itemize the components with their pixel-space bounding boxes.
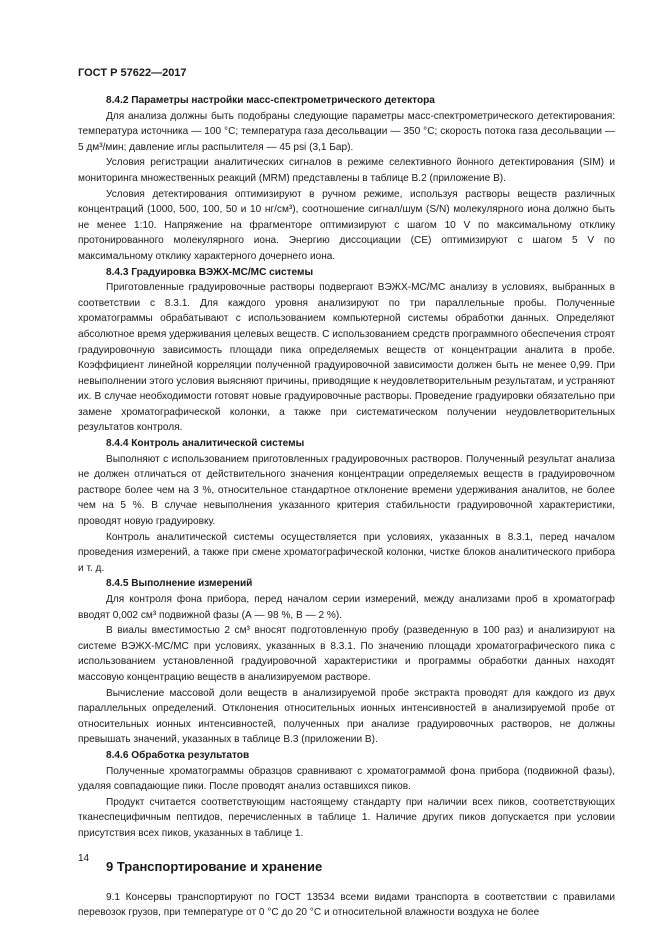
paragraph: Для анализа должны быть подобраны следующие параметры масс-спектрометрического детектирования: температура источника — 100 °С; температура газа десольвации — 350 °С; скорость потока газа десольвации — 5 дм³/мин; давление иглы распылителя — 45 psi (3,1 Бар).: [78, 110, 615, 153]
subsection-heading-8-4-4: 8.4.4 Контроль аналитической системы: [106, 438, 305, 450]
paragraph: Для контроля фона прибора, перед началом серии измерений, между анализами проб в хроматограф вводят 0,002 см³ подвижной фазы (А — 98 %, В — 2 %).: [78, 594, 615, 621]
subsection-heading-8-4-5: 8.4.5 Выполнение измерений: [106, 578, 253, 590]
paragraph: Выполняют с использованием приготовленных градуировочных растворов. Полученный результат анализа не должен отличаться от действительного значения концентрации определяемых веществ в градуировочном растворе более чем на 3 %, относительное стандартное отклонение времени удерживания аналитов, не более чем на 5 %. В случае невыполнения указанного критерия стабильности градуировочной характеристики, проводят новую градуировку.: [78, 453, 615, 528]
paragraph: Приготовленные градуировочные растворы подвергают ВЭЖХ-МС/МС анализу в условиях, выбранных в соответствии с 8.3.1. Для каждого уровня анализируют по три параллельные пробы. Полученные хроматограммы обрабатывают с использованием компьютерной системы обработки данных. Определяют абсолютное время удерживания целевых веществ. С использованием средств программного обеспечения строят градуировочную зависимость площади пика определяемых веществ от концентрации аналита в пробе. Коэффициент линейной корреляции полученной градуировочной зависимости должен быть не менее 0,99. При невыполнении этого условия выясняют причины, приводящие к неудовлетворительным результатам, и устраняют их. В случае необходимости готовят новые градуировочные растворы. Проведение градуировки обязательно при замене хроматографической колонки, а также при систематическом получении неудовлетворительных результатов контроля.: [78, 282, 615, 434]
paragraph: Условия регистрации аналитических сигналов в режиме селективного йонного детектирования (SIM) и мониторинга множественных реакций (MRM) представлены в таблице В.2 (приложение В).: [78, 157, 615, 184]
paragraph: Полученные хроматограммы образцов сравнивают с хроматограммой фона прибора (подвижной фазы), удаляя совпадающие пики. После проводят анализ оставшихся пиков.: [78, 765, 615, 793]
paragraph: Продукт считается соответствующим настоящему стандарту при наличии всех пиков, соответствующих тканеспецифичным пептидов, перечисленных в таблице 1. Наличие других пиков допускается при условии присутствия всех пиков, указанных в таблице 1.: [78, 796, 615, 839]
document-code: ГОСТ Р 57622—2017: [78, 67, 187, 79]
document-body: [78, 93, 615, 921]
subsection-heading-8-4-3: 8.4.3 Градуировка ВЭЖХ-МС/МС системы: [106, 266, 314, 278]
subsection-heading-8-4-6: 8.4.6 Обработка результатов: [106, 749, 250, 761]
page-number: 14: [78, 853, 90, 864]
section-heading-9: 9 Транспортирование и хранение: [106, 858, 323, 874]
paragraph: 9.1 Консервы транспортируют по ГОСТ 13534 всеми видами транспорта в соответствии с правилами перевозок грузов, при температуре от 0 °С до 20 °С и относительной влажности воздуха не более: [78, 891, 615, 919]
paragraph: Вычисление массовой доли веществ в анализируемой пробе экстракта проводят для каждого из двух параллельных определений. Отклонения относительных ионных интенсивностей в анализируемой пробе от относительных ионных интенсивностей, полученных при анализе градуировочных растворов, не должны превышать значений, указанных в таблице В.3 (приложении В).: [78, 687, 615, 746]
paragraph: Контроль аналитической системы осуществляется при условиях, указанных в 8.3.1, перед началом проведения измерений, а также при смене хроматографической колонки, чистке блоков аналитического прибора и т. д.: [78, 531, 615, 574]
paragraph: В виалы вместимостью 2 см³ вносят подготовленную пробу (разведенную в 100 раз) и анализируют на системе ВЭЖХ-МС/МС при условиях, указанных в 8.3.1. По значению площади хроматографического пика с использованием установленной градуировочной характеристики и программы обработки данных находят массовую концентрацию веществ в анализируемом растворе.: [78, 625, 615, 683]
paragraph: Условия детектирования оптимизируют в ручном режиме, используя растворы веществ различных концентраций (1000, 500, 100, 50 и 10 нг/см³), соотношение сигнал/шум (S/N) молекулярного иона должно быть не менее 1:10. Напряжение на фрагменторе оптимизируют с шагом 10 V по максимальному отклику протонированного молекулярного иона. Энергию диссоциации (СЕ) оптимизируют с шагом 5 V по максимальному отклику характерного дочернего иона.: [78, 188, 615, 262]
subsection-heading-8-4-2: 8.4.2 Параметры настройки масс-спектрометрического детектора: [106, 95, 435, 106]
